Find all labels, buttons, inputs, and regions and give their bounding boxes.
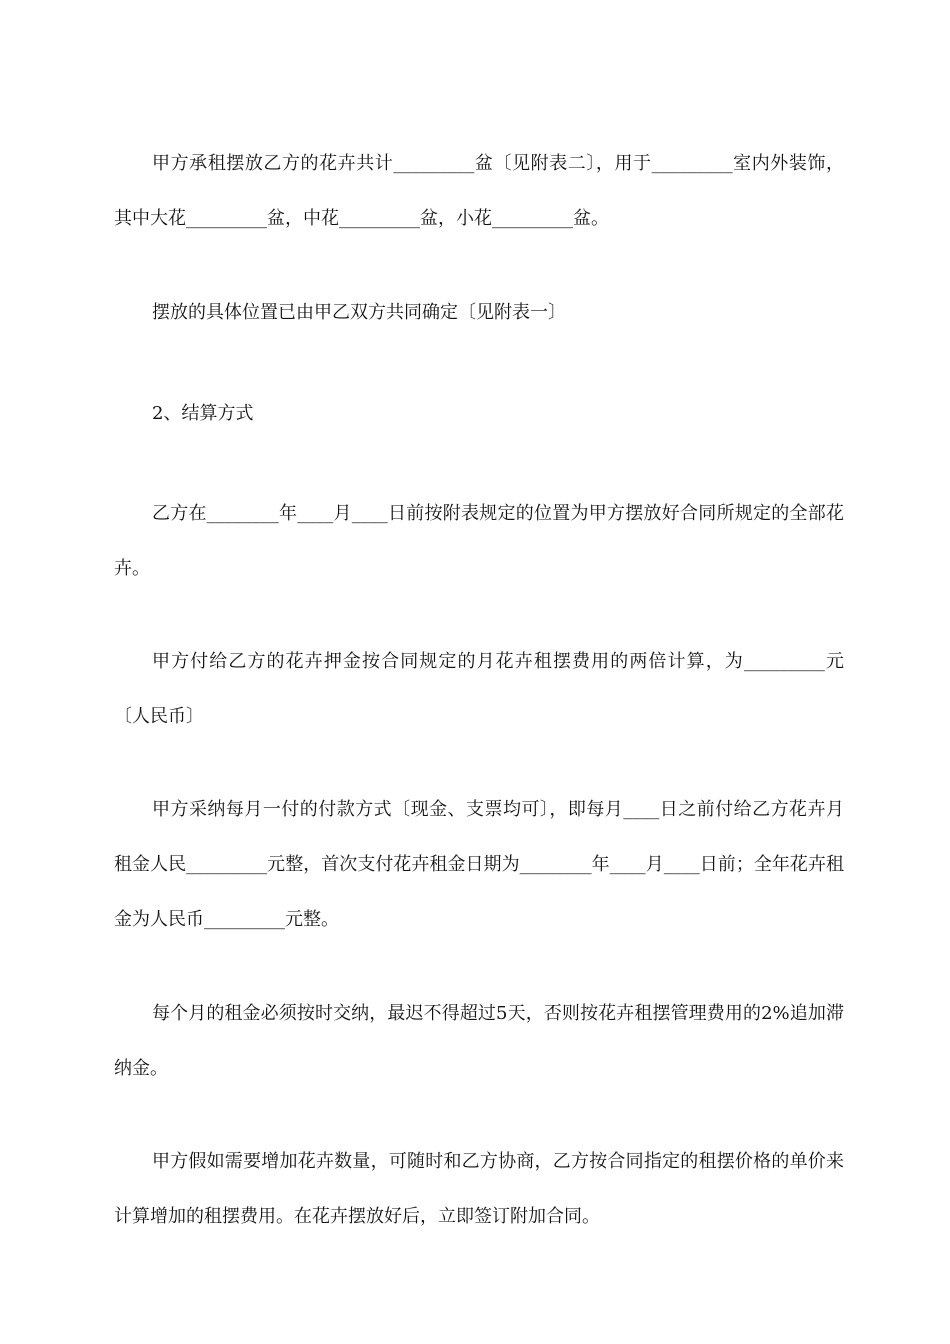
- paragraph-additional-flowers: 甲方假如需要增加花卉数量，可随时和乙方协商，乙方按合同指定的租摆价格的单价来计算增加的租摆费用。在花卉摆放好后，立即签订附加合同。: [114, 1151, 844, 1227]
- section-heading-settlement: 2、结算方式: [152, 403, 254, 424]
- paragraph-late-fee: 每个月的租金必须按时交纳，最迟不得超过5天，否则按花卉租摆管理费用的2%追加滞纳金。: [114, 1003, 844, 1079]
- paragraph-payment-method: 甲方采纳每月一付的付款方式〔现金、支票均可〕，即每月____日之前付给乙方花卉月租金人民_________元整，首次支付花卉租金日期为________年____月____日前；全年花卉租金为人民币_________元整。: [114, 799, 844, 930]
- paragraph-delivery-date: 乙方在________年____月____日前按附表规定的位置为甲方摆放好合同所规定的全部花卉。: [114, 503, 844, 579]
- paragraph-flower-quantity: 甲方承租摆放乙方的花卉共计_________盆〔见附表二〕，用于_________室内外装饰，其中大花_________盆，中花_________盆，小花_________盆。: [114, 153, 844, 229]
- paragraph-deposit: 甲方付给乙方的花卉押金按合同规定的月花卉租摆费用的两倍计算，为_________元〔人民币〕: [114, 651, 844, 727]
- paragraph-placement-location: 摆放的具体位置已由甲乙双方共同确定〔见附表一〕: [152, 302, 566, 323]
